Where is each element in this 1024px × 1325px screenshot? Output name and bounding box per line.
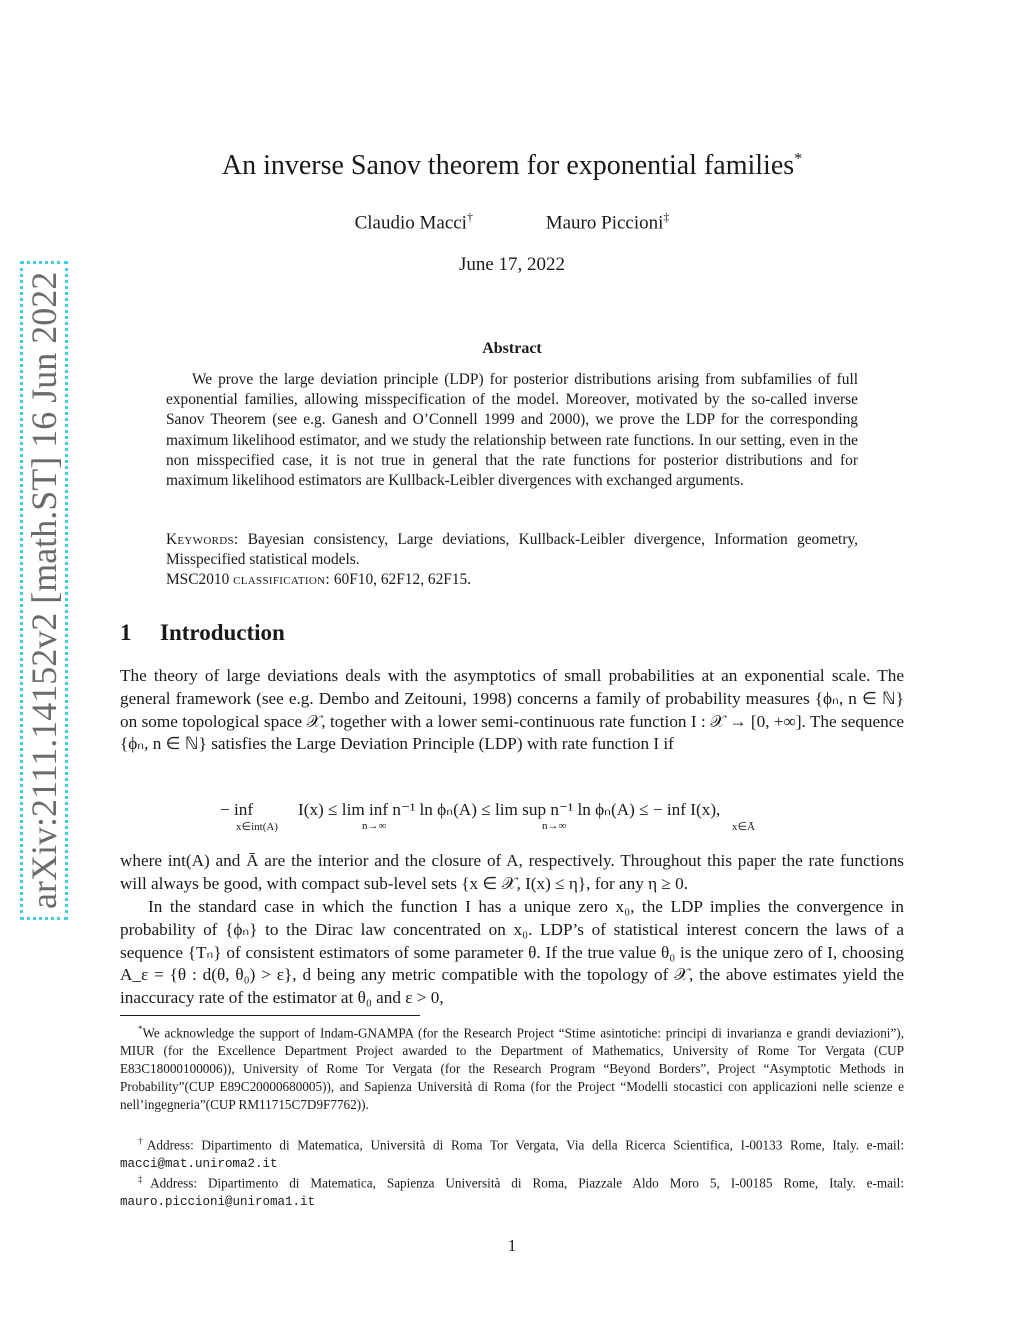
section-heading-introduction — [120, 620, 285, 646]
page-number: 1 — [507, 1236, 517, 1255]
author-list — [0, 210, 1024, 234]
paper-title-text: An inverse Sanov theorem for exponential families — [221, 150, 795, 181]
keywords-label: Keywords: — [166, 531, 239, 548]
abstract-text: We prove the large deviation principle (LDP) for posterior distributions arising from subfamilies of full exponential families, allowing misspecification of the model. Moreover, motivated by the so-called inverse Sanov Theorem (see e.g. Ganesh and O’Connell 1999 and 2000), we prove the LDP for the corresponding maximum likelihood estimator, and we study the relationship between rate functions. In our setting, even in the non misspecified case, it is not true in general that the rate functions for posterior distributions and for maximum likelihood estimators are Kullback-Leibler divergences with exchanged arguments. — [166, 371, 858, 490]
author-piccioni: Mauro Piccioni‡ — [545, 210, 670, 234]
equation-main: I(x) ≤ lim inf n⁻¹ ln ϕₙ(A) ≤ lim sup n⁻¹ ln ϕₙ(A) ≤ − inf I(x), — [298, 800, 721, 819]
paragraph-interior-closure: where int(A) and Ā are the interior and the closure of A, respectively. Throughout this paper the rate functions will always be good, with compact sub-level sets {x ∈ 𝒳, I(x) ≤ η}, for any η ≥ 0. — [120, 851, 904, 893]
equation-sub-closure: x∈Ā — [732, 821, 756, 833]
footnote-acknowledgement: *We acknowledge the support of Indam-GNAMPA (for the Research Project “Stime asintotiche: principi di invarianza e grandi deviazioni”), MIUR (for the Excellence Department Project awarded to the Department of Mathematics, University of Rome Tor Vergata (CUP E83C18000100006)), University of Rome Tor Vergata (for the Research Program “Beyond Borders”, Project “Asymptotic Methods in Probability”(CUP E89C20000680005)), and Sapienza Università di Roma (for the Project “Modelli stocastici con applicazioni nelle scienze e nell’ingegneria”(CUP RM11715C7D9F7762)). — [120, 1024, 904, 1113]
ldp-equation — [120, 796, 904, 836]
equation-sub-int: x∈int(A) — [236, 821, 278, 833]
email-macci[interactable]: macci@mat.uniroma2.it — [120, 1157, 278, 1172]
author-macci: Claudio Macci† — [354, 210, 473, 234]
footnote-piccioni-address: ‡Address: Dipartimento di Matematica, Sapienza Università di Roma, Piazzale Aldo Moro 5, I-00185 Rome, Italy. e-mail: mauro.piccioni@uniroma1.it — [120, 1174, 905, 1210]
paragraph-ldp-intro: The theory of large deviations deals with the asymptotics of small probabilities at an exponential scale. The general framework (see e.g. Dembo and Zeitouni, 1998) concerns a family of probability measures {ϕₙ, n ∈ ℕ} on some topological space 𝒳, together with a lower semi-continuous rate function I : 𝒳 → [0, +∞]. The sequence {ϕₙ, n ∈ ℕ} satisfies the Large Deviation Principle (LDP) with rate function I if — [120, 666, 904, 754]
title-footnote-mark: * — [794, 150, 803, 168]
arxiv-identifier-stamp[interactable]: arXiv:2111.14152v2 [math.ST] 16 Jun 2022 — [20, 261, 68, 920]
abstract-heading: Abstract — [482, 340, 542, 357]
msc-label: MSC2010 — [166, 571, 230, 589]
equation-inf-left: − inf — [220, 800, 254, 819]
email-piccioni[interactable]: mauro.piccioni@uniroma1.it — [120, 1195, 316, 1210]
keywords-list: Bayesian consistency, Large deviations, Kullback-Leibler divergence, Information geometry, Misspecified statistical models. — [166, 531, 858, 569]
msc-classification-label: classification: — [233, 571, 330, 589]
msc-codes: 60F10, 62F12, 62F15. — [333, 571, 472, 589]
equation-sub-limsup: n→∞ — [542, 820, 567, 832]
footnote-macci-address: †Address: Dipartimento di Matematica, Università di Roma Tor Vergata, Via della Ricerca Scientifica, I-00133 Rome, Italy. e-mail: macci@mat.uniroma2.it — [120, 1136, 905, 1172]
footnote-rule — [120, 1015, 420, 1016]
section-number: 1 — [120, 620, 132, 645]
paper-title — [0, 150, 1024, 182]
keywords-block — [166, 530, 858, 591]
paragraph-standard-case: In the standard case in which the function I has a unique zero x₀, the LDP implies the convergence in probability of {ϕₙ} to the Dirac law concentrated on x₀. LDP’s of statistical interest concern the laws of a sequence {Tₙ} of consistent estimators of some parameter θ. If the true value θ₀ is the unique zero of I, choosing A_ε = {θ : d(θ, θ₀) > ε}, d being any metric compatible with the topology of 𝒳, the above estimates yield the inaccuracy rate of the estimator at θ₀ and ε > 0, — [120, 897, 904, 1008]
section-title: Introduction — [160, 620, 285, 645]
publication-date: June 17, 2022 — [458, 254, 566, 275]
equation-sub-liminf: n→∞ — [362, 820, 387, 832]
